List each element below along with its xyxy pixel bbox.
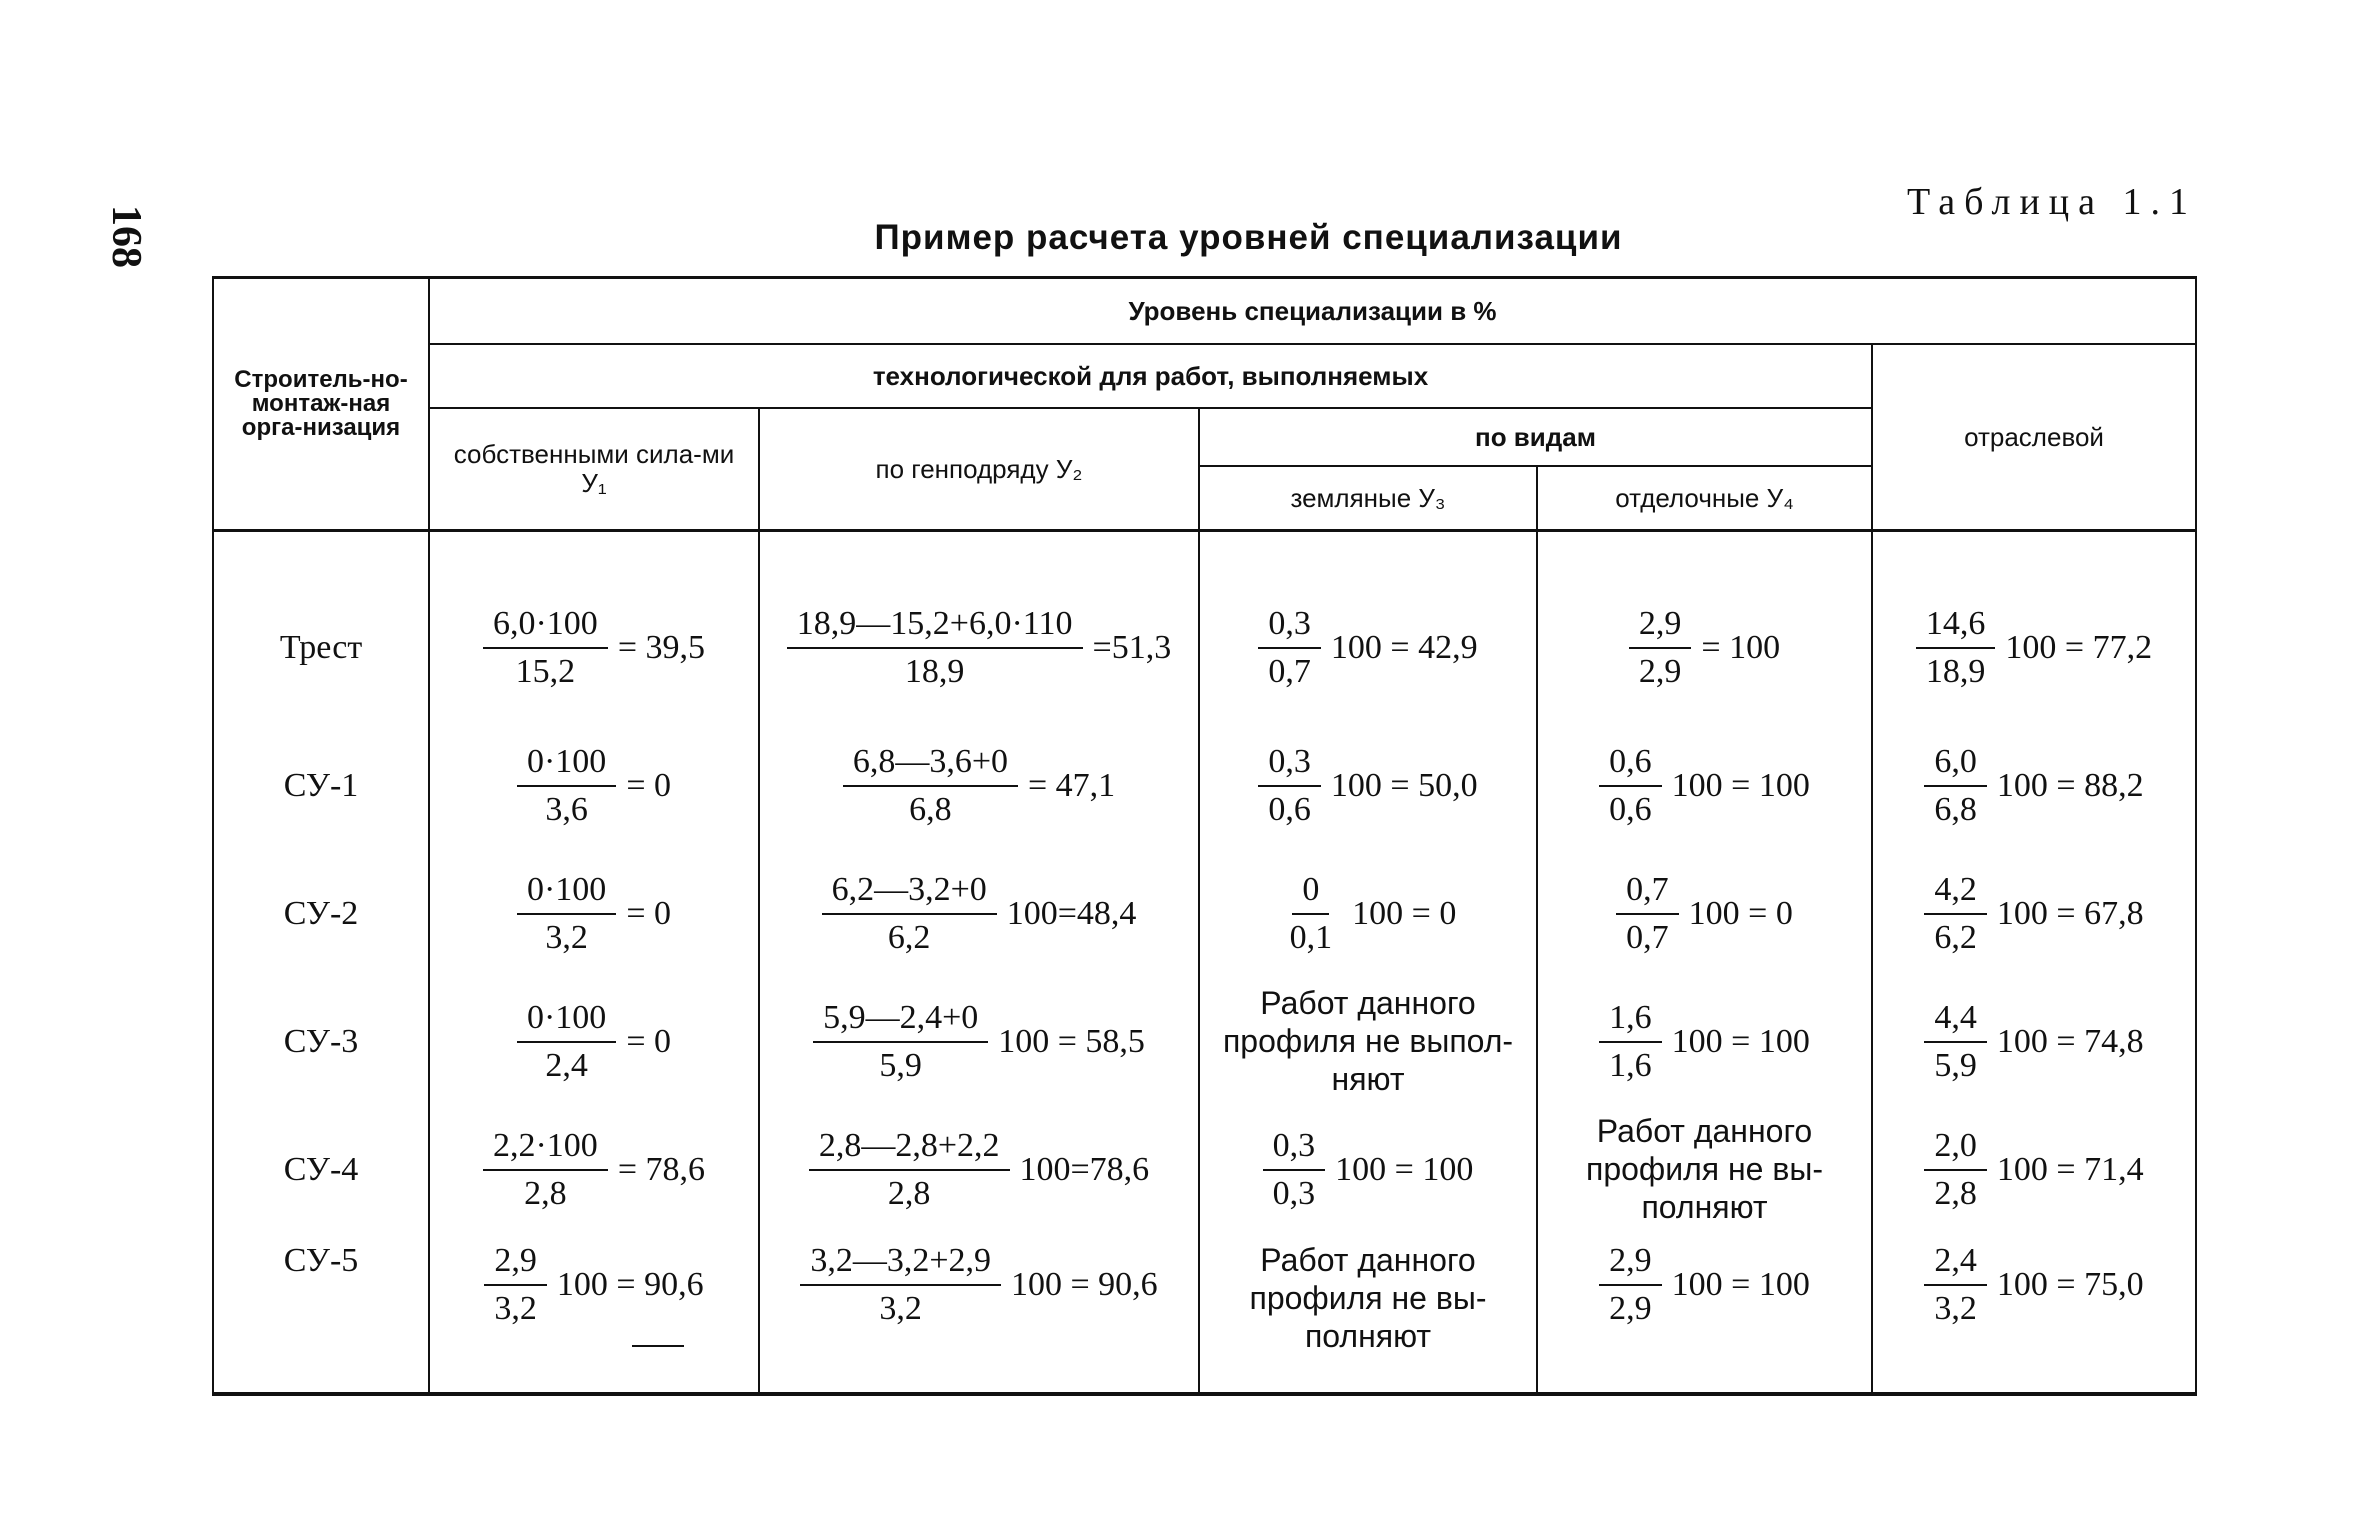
cell-org: СУ-1 [213,722,429,850]
numerator: 0 [1292,871,1329,915]
result: 100 = 75,0 [1996,1266,2144,1303]
fraction [1599,999,1662,1085]
numerator: 2,0 [1924,1127,1987,1171]
result: = 0 [626,767,671,804]
cell-branch [1872,722,2196,850]
fraction [1280,871,1343,957]
cell-own [429,1106,759,1234]
denominator: 0,3 [1272,1175,1316,1212]
cell-own [429,850,759,978]
numerator: 18,9—15,2+6,0·110 [787,605,1083,649]
denominator: 6,2 [887,919,931,956]
numerator: 6,0 [1924,743,1987,787]
cell-org: Трест [213,544,429,722]
cell-org: СУ-4 [213,1106,429,1234]
cell-org: СУ-3 [213,978,429,1106]
numerator: 0,3 [1258,743,1321,787]
cell-branch [1872,850,2196,978]
denominator: 3,2 [879,1290,922,1327]
formula [813,999,1145,1085]
denominator: 3,2 [1934,1290,1977,1327]
cell-earth [1199,1234,1537,1394]
formula [517,743,671,829]
cell-earth [1199,1106,1537,1234]
cell-own [429,544,759,722]
numerator: 2,4 [1924,1242,1987,1286]
result: 100 = 0 [1352,895,1457,932]
result: 100 = 100 [1671,1023,1810,1060]
numerator: 3,2—3,2+2,9 [800,1242,1001,1286]
denominator: 2,9 [1609,1290,1652,1327]
cell-org: СУ-5 [213,1234,429,1394]
formula [1924,743,2143,829]
denominator: 2,9 [1638,653,1682,690]
fraction [517,999,616,1085]
result: 100 = 77,2 [2005,629,2153,666]
result: = 47,1 [1028,767,1116,804]
table-row [213,1234,2196,1394]
cell-earth [1199,850,1537,978]
result: 100=48,4 [1006,895,1137,932]
header-earth: земляные У₃ [1199,466,1537,531]
numerator: 0·100 [517,871,616,915]
fraction [1924,1127,1987,1213]
denominator: 0,6 [1268,791,1311,828]
fraction [1263,1127,1326,1213]
header-org: Строитель-но-монтаж-ная орга-низация [213,278,429,531]
formula [1916,605,2152,691]
fraction [800,1242,1001,1328]
result: = 0 [626,1023,671,1060]
cell-finish [1537,544,1872,722]
cell-earth [1199,544,1537,722]
formula [1258,605,1477,691]
formula [1258,743,1477,829]
numerator: 0·100 [517,743,616,787]
fraction [1258,743,1321,829]
result: 100=78,6 [1019,1151,1150,1188]
numerator: 0,6 [1599,743,1662,787]
result: 100 = 67,8 [1996,895,2144,932]
denominator: 18,9 [904,653,965,690]
result: = 78,6 [617,1151,705,1188]
denominator: 3,2 [545,919,588,956]
stray-mark [632,1345,684,1347]
cell-gen [759,850,1199,978]
fraction [787,605,1083,691]
denominator: 5,9 [879,1047,922,1084]
denominator: 2,8 [1934,1175,1977,1212]
table-label: Таблица 1.1 [1906,181,2197,223]
formula [843,743,1115,829]
cell-gen [759,722,1199,850]
numerator: 0,3 [1258,605,1321,649]
table-title: Пример расчета уровней специализации [874,218,1623,257]
numerator: 2,9 [1599,1242,1662,1286]
fraction [1629,605,1692,691]
formula [1599,743,1810,829]
result: 100 = 90,6 [1011,1266,1158,1303]
fraction [483,1127,608,1213]
specialization-table-container [212,276,2195,1396]
cell-finish [1537,722,1872,850]
numerator: 6,2—3,2+0 [822,871,997,915]
formula [1924,1127,2143,1213]
table-row [213,978,2196,1106]
fraction [517,743,616,829]
table-row [213,722,2196,850]
denominator: 1,6 [1609,1047,1652,1084]
formula [1924,1242,2143,1328]
denominator: 2,4 [545,1047,588,1084]
result: 100 = 100 [1335,1151,1474,1188]
formula [1629,605,1780,691]
fraction [1599,1242,1662,1328]
header-tech: технологической для работ, выполняемых [429,344,1872,408]
formula [484,1242,703,1328]
cell-branch [1872,1106,2196,1234]
formula [483,605,705,691]
result: 100 = 100 [1671,767,1810,804]
denominator: 15,2 [515,653,576,690]
fraction [1924,743,1987,829]
denominator: 0,7 [1268,653,1311,690]
result: = 0 [626,895,671,932]
specialization-table [212,276,2197,1396]
formula [800,1242,1157,1328]
result: =51,3 [1092,629,1172,666]
header-types: по видам [1199,408,1872,466]
numerator: 6,0·100 [483,605,608,649]
numerator: 2,8—2,8+2,2 [809,1127,1010,1171]
cell-org: СУ-2 [213,850,429,978]
denominator: 0,6 [1609,791,1652,828]
fraction [1616,871,1679,957]
numerator: 6,8—3,6+0 [843,743,1018,787]
fraction [813,999,988,1085]
result: 100 = 100 [1671,1266,1810,1303]
formula [1280,871,1457,957]
header-gen: по генподряду У₂ [759,408,1199,531]
cell-gen [759,1106,1199,1234]
formula [1924,871,2143,957]
fraction [809,1127,1010,1213]
denominator: 5,9 [1934,1047,1977,1084]
denominator: 18,9 [1925,653,1986,690]
formula [1599,1242,1810,1328]
cell-branch [1872,978,2196,1106]
cell-earth [1199,978,1537,1106]
header-finish: отделочные У₄ [1537,466,1872,531]
fraction [1916,605,1996,691]
cell-branch [1872,544,2196,722]
numerator: 4,2 [1924,871,1987,915]
cell-earth [1199,722,1537,850]
numerator: 0·100 [517,999,616,1043]
denominator: 6,8 [909,791,952,828]
formula [809,1127,1149,1213]
denominator: 3,6 [545,791,588,828]
result: 100 = 90,6 [556,1266,704,1303]
page-number: 168 [103,205,149,268]
header-own: собственными сила-ми У₁ [429,408,759,531]
formula [787,605,1171,691]
result: 100 = 74,8 [1996,1023,2144,1060]
numerator: 14,6 [1916,605,1996,649]
denominator: 2,8 [887,1175,931,1212]
table-header [213,278,2196,531]
cell-own [429,1234,759,1394]
numerator: 5,9—2,4+0 [813,999,988,1043]
result: 100 = 50,0 [1330,767,1478,804]
denominator: 3,2 [494,1290,537,1327]
fraction [1599,743,1662,829]
formula [483,1127,705,1213]
result: 100 = 71,4 [1996,1151,2144,1188]
numerator: 4,4 [1924,999,1987,1043]
fraction [517,871,616,957]
cell-own [429,722,759,850]
numerator: 0,3 [1263,1127,1326,1171]
no-work-note: Работ данного профиля не выпол-няют [1222,985,1514,1097]
fraction [1258,605,1321,691]
cell-finish [1537,978,1872,1106]
numerator: 1,6 [1599,999,1662,1043]
cell-gen [759,1234,1199,1394]
formula [517,871,671,957]
result: 100 = 42,9 [1330,629,1478,666]
numerator: 2,9 [1629,605,1692,649]
result: 100 = 88,2 [1996,767,2144,804]
no-work-note: Работ данного профиля не вы-полняют [1249,1242,1487,1354]
formula [1599,999,1810,1085]
header-separator [213,531,2196,545]
formula [1924,999,2143,1085]
denominator: 6,2 [1934,919,1977,956]
numerator: 2,2·100 [483,1127,608,1171]
cell-finish [1537,850,1872,978]
fraction [822,871,997,957]
no-work-note: Работ данного профиля не вы-полняют [1585,1113,1824,1225]
result: = 39,5 [617,629,705,666]
fraction [1924,999,1987,1085]
header-level: Уровень специализации в % [429,278,2196,345]
cell-branch [1872,1234,2196,1394]
numerator: 0,7 [1616,871,1679,915]
numerator: 2,9 [484,1242,547,1286]
cell-gen [759,544,1199,722]
table-row [213,544,2196,722]
formula [1263,1127,1474,1213]
formula [822,871,1137,957]
cell-own [429,978,759,1106]
denominator: 0,7 [1626,919,1669,956]
fraction [843,743,1018,829]
fraction [1924,871,1987,957]
cell-finish [1537,1234,1872,1394]
table-row [213,1106,2196,1234]
result: 100 = 58,5 [998,1023,1145,1060]
cell-finish [1537,1106,1872,1234]
fraction [484,1242,547,1328]
table-rows [213,544,2196,1394]
table-row [213,850,2196,978]
fraction [483,605,608,691]
result: = 100 [1701,629,1781,666]
formula [517,999,671,1085]
denominator: 0,1 [1289,919,1333,956]
denominator: 6,8 [1934,791,1977,828]
denominator: 2,8 [524,1175,567,1212]
result: 100 = 0 [1688,895,1793,932]
header-branch: отраслевой [1872,344,2196,531]
table-body [213,531,2196,545]
formula [1616,871,1793,957]
fraction [1924,1242,1987,1328]
cell-gen [759,978,1199,1106]
